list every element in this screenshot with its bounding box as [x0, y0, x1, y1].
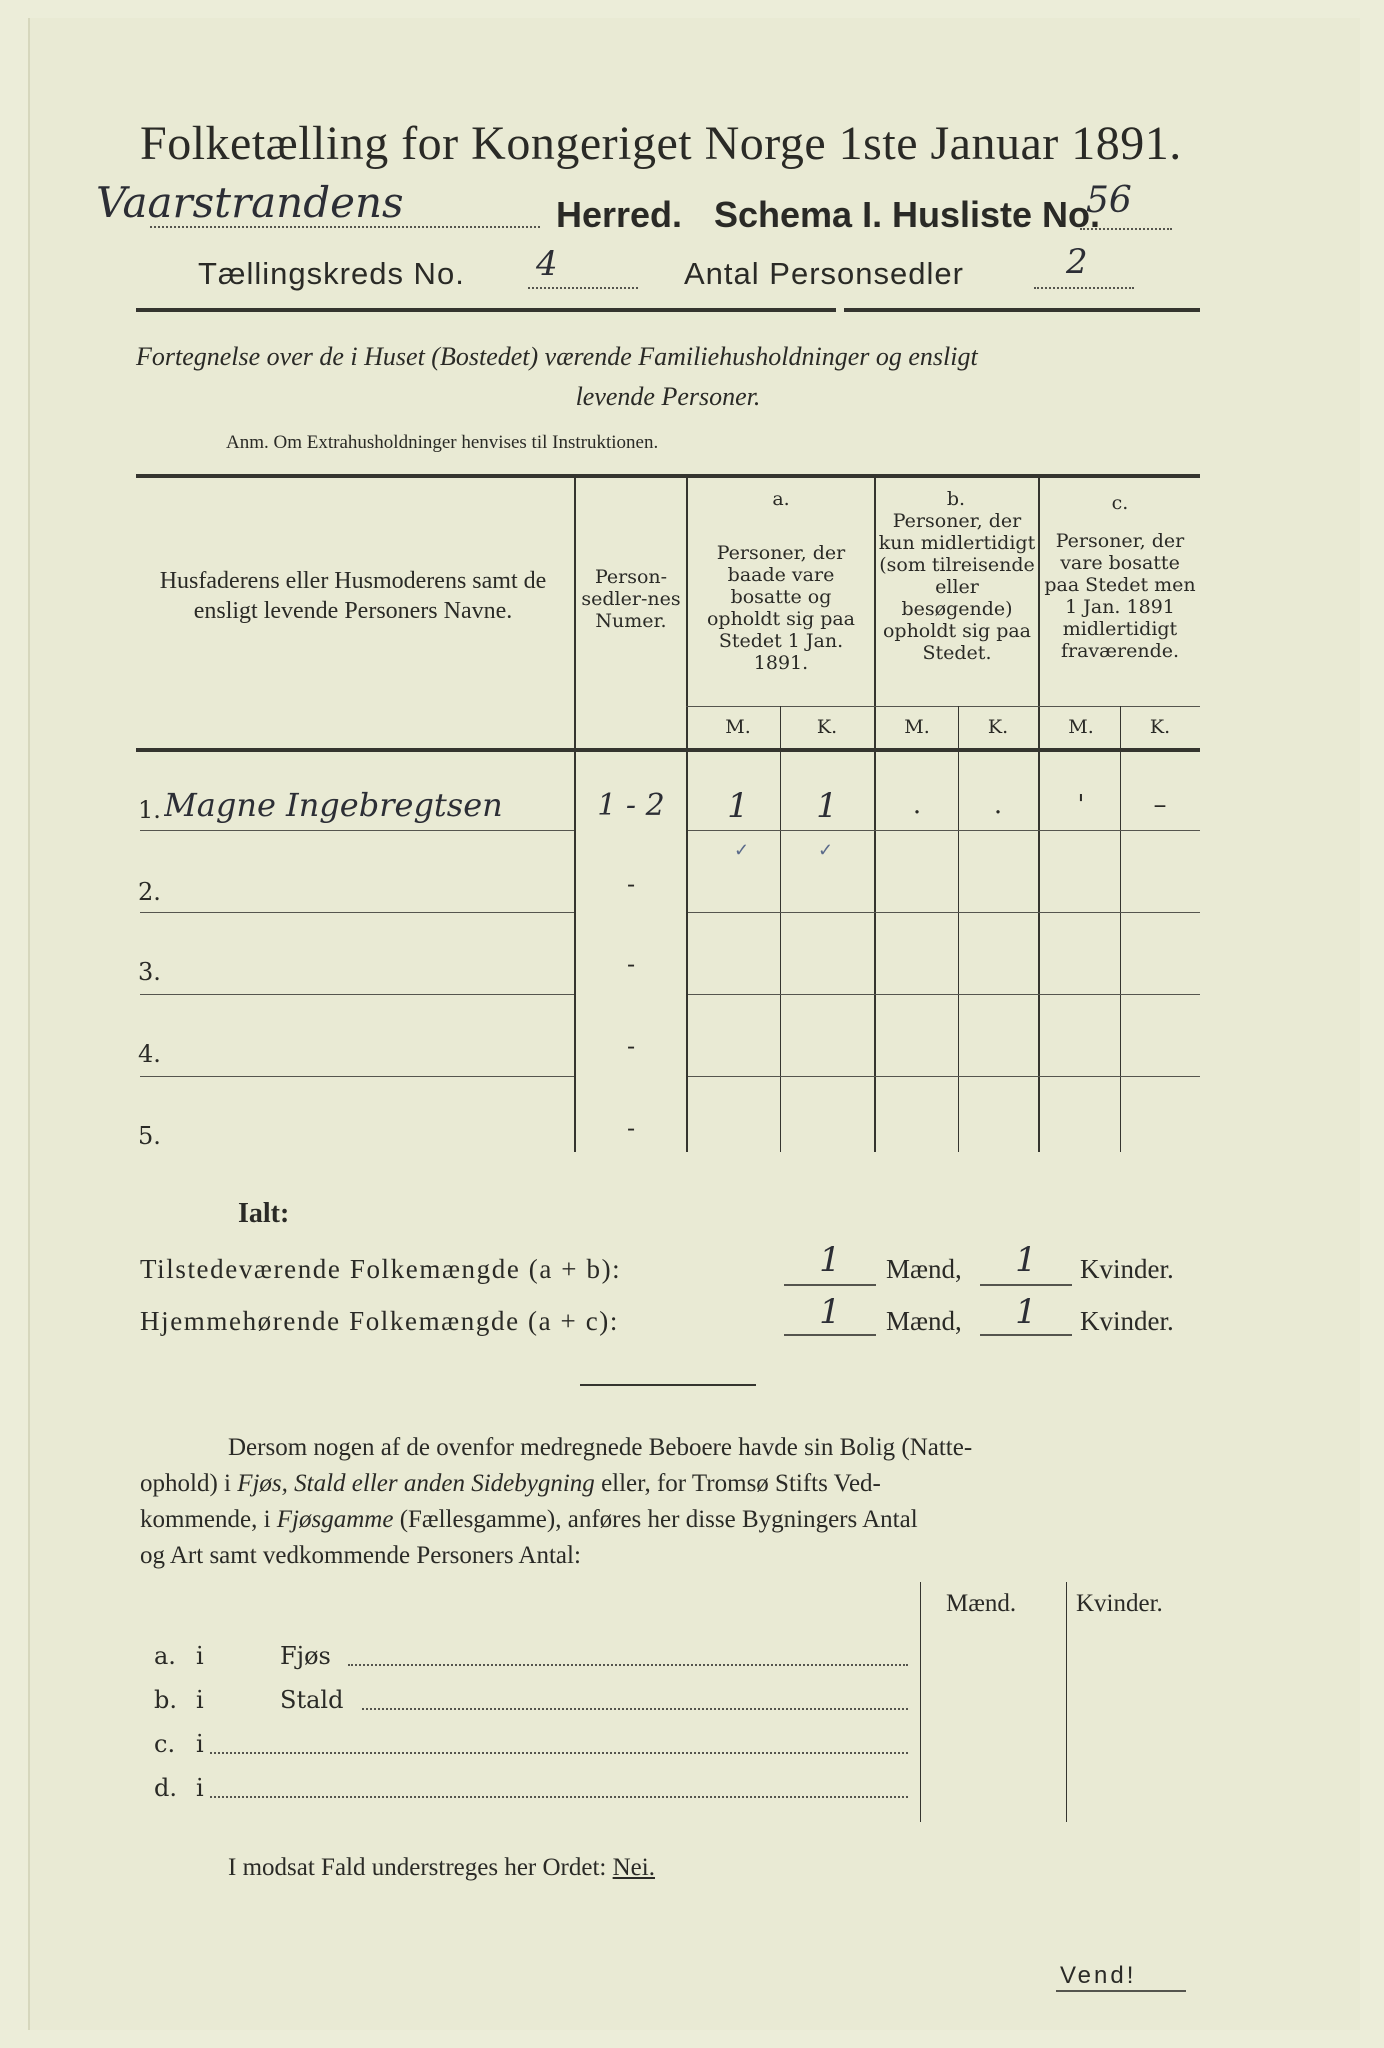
buildings-kvinder-header: Kvinder.	[1076, 1590, 1163, 1617]
row-1-check-a-m: ✓	[734, 840, 750, 861]
antal-number: 2	[1066, 242, 1088, 282]
b-mk-divider	[958, 706, 959, 1152]
building-a-name: Fjøs	[280, 1642, 331, 1670]
row-3-number: 3.	[138, 958, 161, 986]
col-a-header: Personer, der baade vare bosatte og opholdt sig paa Stedet 1 Jan. 1891.	[706, 542, 856, 674]
para2-part-c: eller, for Tromsø Stifts Ved-	[594, 1470, 881, 1497]
col-c-header: Personer, der vare bosatte paa Stedet men 1 Jan. 1891 midlertidigt fraværende.	[1044, 530, 1196, 662]
hjemme-maend-value: 1	[819, 1292, 841, 1332]
col-numer-header: Person-sedler-nes Numer.	[581, 566, 681, 632]
ialt-label: Ialt:	[238, 1198, 290, 1229]
building-d-letter: d.	[154, 1774, 177, 1802]
row-5-numer: -	[626, 1114, 636, 1142]
intro-line-1: Fortegnelse over de i Huset (Bostedet) værende Familiehusholdninger og ensligt	[136, 342, 978, 371]
section-divider	[580, 1384, 756, 1386]
tilstede-maend-value: 1	[819, 1240, 841, 1280]
para3-part-a: kommende, i	[140, 1506, 277, 1533]
row-1-b-m: .	[912, 790, 922, 820]
b-k-label: K.	[987, 716, 1009, 738]
buildings-para-line-4: og Art samt vedkommende Personers Antal:	[140, 1542, 581, 1569]
row-1-b-k: .	[993, 790, 1003, 820]
para3-part-c: (Fællesgamme), anføres her disse Bygningers Antal	[393, 1506, 918, 1533]
row-2-rule-data	[688, 912, 1200, 913]
buildings-maend-header: Mænd.	[946, 1590, 1017, 1617]
antal-dotted-line	[1034, 287, 1134, 289]
row-4-numer: -	[626, 1032, 636, 1060]
mk-header-rule	[686, 706, 1200, 707]
row-3-rule-data	[688, 994, 1200, 995]
buildings-para-line-2	[140, 1470, 881, 1498]
building-b-dotted-line	[362, 1708, 908, 1710]
table-divider-b	[1038, 478, 1040, 1152]
vend-label: Vend!	[1060, 1962, 1137, 1989]
tilstede-kvinder-label: Kvinder.	[1080, 1254, 1174, 1284]
buildings-divider-2	[1066, 1582, 1067, 1822]
hjemme-kvinder-line	[980, 1334, 1072, 1336]
b-m-label: M.	[904, 716, 930, 738]
row-3-rule-name	[140, 994, 574, 995]
row-2-numer: -	[626, 870, 636, 898]
building-c-i: i	[196, 1730, 204, 1758]
kreds-number: 4	[536, 244, 558, 284]
form-title: Folketælling for Kongeriget Norge 1ste Januar 1891.	[140, 117, 1182, 170]
row-1-check-a-k: ✓	[818, 840, 834, 861]
tilstede-maend-line	[784, 1284, 876, 1286]
row-1-c-m: '	[1077, 790, 1085, 820]
row-1-a-k: 1	[816, 786, 838, 826]
buildings-para-line-3	[140, 1506, 918, 1534]
col-b-header: Personer, der kun midlertidigt (som tilreisende eller besøgende) opholdt sig paa Stedet.	[878, 510, 1036, 664]
building-d-dotted-line	[210, 1796, 908, 1798]
hjemme-maend-label: Mænd,	[886, 1306, 962, 1336]
building-c-letter: c.	[154, 1730, 176, 1758]
c-m-label: M.	[1068, 716, 1094, 738]
table-header-rule	[136, 748, 1200, 752]
table-top-rule	[136, 474, 1200, 478]
hjemme-label: Hjemmehørende Folkemængde (a + c):	[140, 1306, 620, 1336]
row-2-rule-name	[140, 912, 574, 913]
row-1-a-m: 1	[727, 786, 749, 826]
row-1-numer: 1 - 2	[597, 788, 665, 823]
husliste-label: Husliste No.	[892, 194, 1101, 235]
tilstede-kvinder-value: 1	[1015, 1240, 1037, 1280]
row-1-name: Magne Ingebregtsen	[164, 786, 503, 824]
row-4-number: 4.	[138, 1040, 161, 1068]
col-b-letter: b.	[946, 488, 966, 510]
antal-label: Antal Personsedler	[684, 256, 964, 291]
hjemme-kvinder-label: Kvinder.	[1080, 1306, 1174, 1336]
building-a-i: i	[196, 1642, 204, 1670]
building-b-name: Stald	[280, 1686, 344, 1714]
row-4-rule-data	[688, 1076, 1200, 1077]
a-mk-divider	[780, 706, 781, 1152]
kreds-dotted-line	[528, 287, 638, 289]
kreds-label: Tællingskreds No.	[198, 256, 465, 291]
row-4-rule-name	[140, 1076, 574, 1077]
herred-dotted-line	[150, 226, 540, 228]
row-2-number: 2.	[138, 878, 161, 906]
anm-note: Anm. Om Extrahusholdninger henvises til Instruktionen.	[226, 432, 659, 453]
intro-line-2: levende Personer.	[575, 382, 761, 411]
para2-part-b: Fjøs, Stald eller anden Sidebygning	[237, 1470, 595, 1497]
building-b-letter: b.	[154, 1686, 177, 1714]
a-m-label: M.	[725, 716, 751, 738]
c-mk-divider	[1120, 706, 1121, 1152]
col-a-letter: a.	[772, 488, 790, 510]
modsat-fald-line	[228, 1854, 655, 1882]
row-3-numer: -	[626, 950, 636, 978]
nei-word: Nei.	[612, 1854, 655, 1881]
hjemme-kvinder-value: 1	[1015, 1292, 1037, 1332]
census-form-page	[28, 18, 1360, 2030]
hjemme-maend-line	[784, 1334, 876, 1336]
building-c-dotted-line	[210, 1752, 908, 1754]
para3-part-b: Fjøsgamme	[276, 1506, 394, 1533]
row-1-rule-name	[140, 830, 574, 831]
building-a-letter: a.	[154, 1642, 176, 1670]
building-a-dotted-line	[348, 1664, 908, 1666]
c-k-label: K.	[1149, 716, 1171, 738]
tilstede-kvinder-line	[980, 1284, 1072, 1286]
husliste-dotted-line	[1080, 228, 1172, 230]
vend-underline	[1056, 1990, 1186, 1992]
tilstede-maend-label: Mænd,	[886, 1254, 962, 1284]
row-5-number: 5.	[138, 1122, 161, 1150]
header-rule-left	[136, 308, 836, 312]
herred-handwritten: Vaarstrandens	[96, 178, 404, 227]
header-rule-right	[844, 308, 1200, 312]
building-d-i: i	[196, 1774, 204, 1802]
buildings-divider-1	[920, 1582, 921, 1822]
row-1-rule-data	[688, 830, 1200, 831]
husliste-number: 56	[1086, 180, 1132, 221]
buildings-para-line-1: Dersom nogen af de ovenfor medregnede Beboere havde sin Bolig (Natte-	[228, 1434, 973, 1461]
a-k-label: K.	[816, 716, 838, 738]
tilstede-label: Tilstedeværende Folkemængde (a + b):	[140, 1254, 622, 1284]
table-divider-numer	[686, 478, 688, 1152]
table-divider-a	[874, 478, 876, 1152]
col-name-header: Husfaderens eller Husmoderens samt de ensligt levende Personers Navne.	[159, 568, 547, 624]
herred-label: Herred.	[556, 194, 683, 235]
building-b-i: i	[196, 1686, 204, 1714]
col-c-letter: c.	[1111, 492, 1129, 514]
modsat-text: I modsat Fald understreges her Ordet:	[228, 1854, 613, 1881]
row-1-number: 1.	[138, 796, 161, 824]
table-divider-name	[574, 478, 576, 1152]
row-1-c-k: –	[1153, 790, 1167, 820]
schema-label: Schema I.	[714, 194, 883, 235]
para2-part-a: ophold) i	[140, 1470, 238, 1497]
